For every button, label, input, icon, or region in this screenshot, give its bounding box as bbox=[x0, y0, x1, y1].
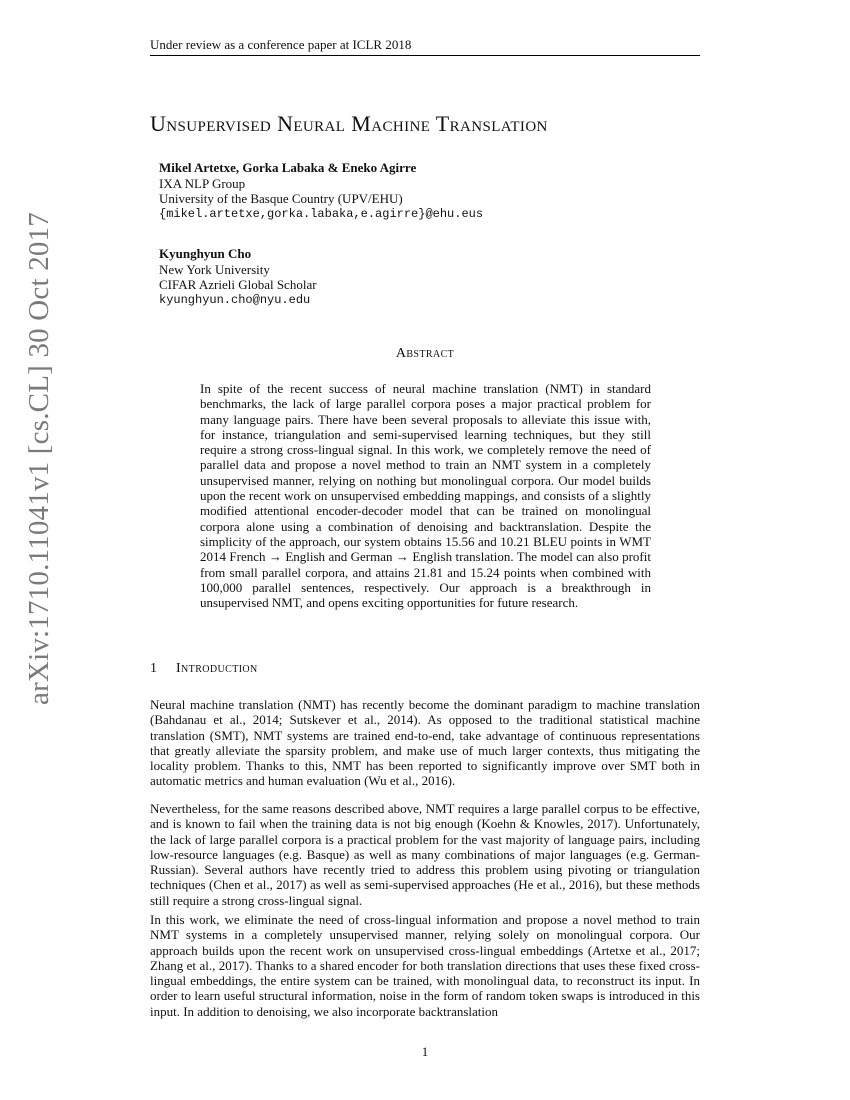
author-affiliation: New York University bbox=[159, 261, 270, 277]
author-names: Kyunghyun Cho bbox=[159, 246, 252, 261]
abstract-text: In spite of the recent success of neural machine translation (NMT) in standard benchmarks, the lack of large parallel corpora poses a major practical problem for many language pairs. There have been several proposals to alleviate this issue with, for instance, triangulation and semi-supervised learning techniques, but they still require a strong cross-lingual signal. In this work, we completely remove the need of parallel data and propose a novel method to train an NMT system in a completely unsupervised manner, relying on nothing but monolingual corpora. Our model builds upon the recent work on unsupervised embedding mappings, and consists of a slightly modified attentional encoder-decoder model that can be trained on monolingual corpora alone using a combination of denoising and backtranslation. Despite the simplicity of the approach, our system obtains 15.56 and 10.21 BLEU points in WMT 2014 French → English and German → English translation. The model can also profit from small parallel corpora, and attains 21.81 and 15.24 points when combined with 100,000 parallel sentences, respectively. Our approach is a breakthrough in unsupervised NMT, and opens exciting opportunities for future research. bbox=[200, 381, 651, 611]
author-block-1 bbox=[159, 160, 483, 222]
section-title: Introduction bbox=[176, 661, 258, 676]
intro-paragraph: Neural machine translation (NMT) has recently become the dominant paradigm to machine translation (Bahdanau et al., 2014; Sutskever et al., 2014). As opposed to the traditional statistical machine translation (SMT), NMT systems are trained end-to-end, take advantage of continuous representations that greatly alleviate the sparsity problem, and make use of much larger contexts, thus mitigating the locality problem. Thanks to this, NMT has been reported to significantly improve over SMT both in automatic metrics and human evaluation (Wu et al., 2016). bbox=[150, 697, 700, 789]
author-names: Mikel Artetxe, Gorka Labaka & Eneko Agirre bbox=[159, 160, 417, 175]
author-affiliation: CIFAR Azrieli Global Scholar bbox=[159, 277, 317, 292]
author-affiliation: IXA NLP Group bbox=[159, 175, 246, 191]
paper-title: Unsupervised Neural Machine Translation bbox=[150, 111, 548, 136]
abstract-heading: Abstract bbox=[395, 346, 455, 361]
section-number: 1 bbox=[150, 661, 158, 676]
header-rule bbox=[150, 55, 700, 56]
author-email[interactable]: kyunghyun.cho@nyu.edu bbox=[159, 292, 311, 307]
intro-paragraph: Nevertheless, for the same reasons described above, NMT requires a large parallel corpus to be effective, and is known to fail when the training data is not big enough (Koehn & Knowles, 2017). Unfortunately, the lack of large parallel corpora is a practical problem for the vast majority of language pairs, including low-resource languages (e.g. Basque) as well as many combinations of major languages (e.g. German-Russian). Several authors have recently tried to address this problem using pivoting or triangulation techniques (Chen et al., 2017) as well as semi-supervised approaches (He et al., 2016), but these methods still require a strong cross-lingual signal. bbox=[150, 801, 700, 908]
arxiv-identifier-stamp[interactable]: arXiv:1710.11041v1 [cs.CL] 30 Oct 2017 bbox=[23, 211, 55, 705]
author-block-2 bbox=[159, 246, 317, 308]
running-header: Under review as a conference paper at ICLR 2018 bbox=[150, 37, 412, 52]
intro-paragraph: In this work, we eliminate the need of cross-lingual information and propose a novel method to train NMT systems in a completely unsupervised manner, relying solely on monolingual corpora. Our approach builds upon the recent work on unsupervised cross-lingual embeddings (Artetxe et al., 2017; Zhang et al., 2017). Thanks to a shared encoder for both translation directions that uses these fixed cross-lingual embeddings, the entire system can be trained, with monolingual data, to reconstruct its input. In order to learn useful structural information, noise in the form of random token swaps is introduced in this input. In addition to denoising, we also incorporate backtranslation bbox=[150, 912, 700, 1019]
section-heading-introduction bbox=[150, 660, 258, 678]
page-number: 1 bbox=[421, 1044, 429, 1059]
author-affiliation: University of the Basque Country (UPV/EHU) bbox=[159, 191, 403, 206]
author-email[interactable]: {mikel.artetxe,gorka.labaka,e.agirre}@ehu.eus bbox=[159, 206, 484, 221]
